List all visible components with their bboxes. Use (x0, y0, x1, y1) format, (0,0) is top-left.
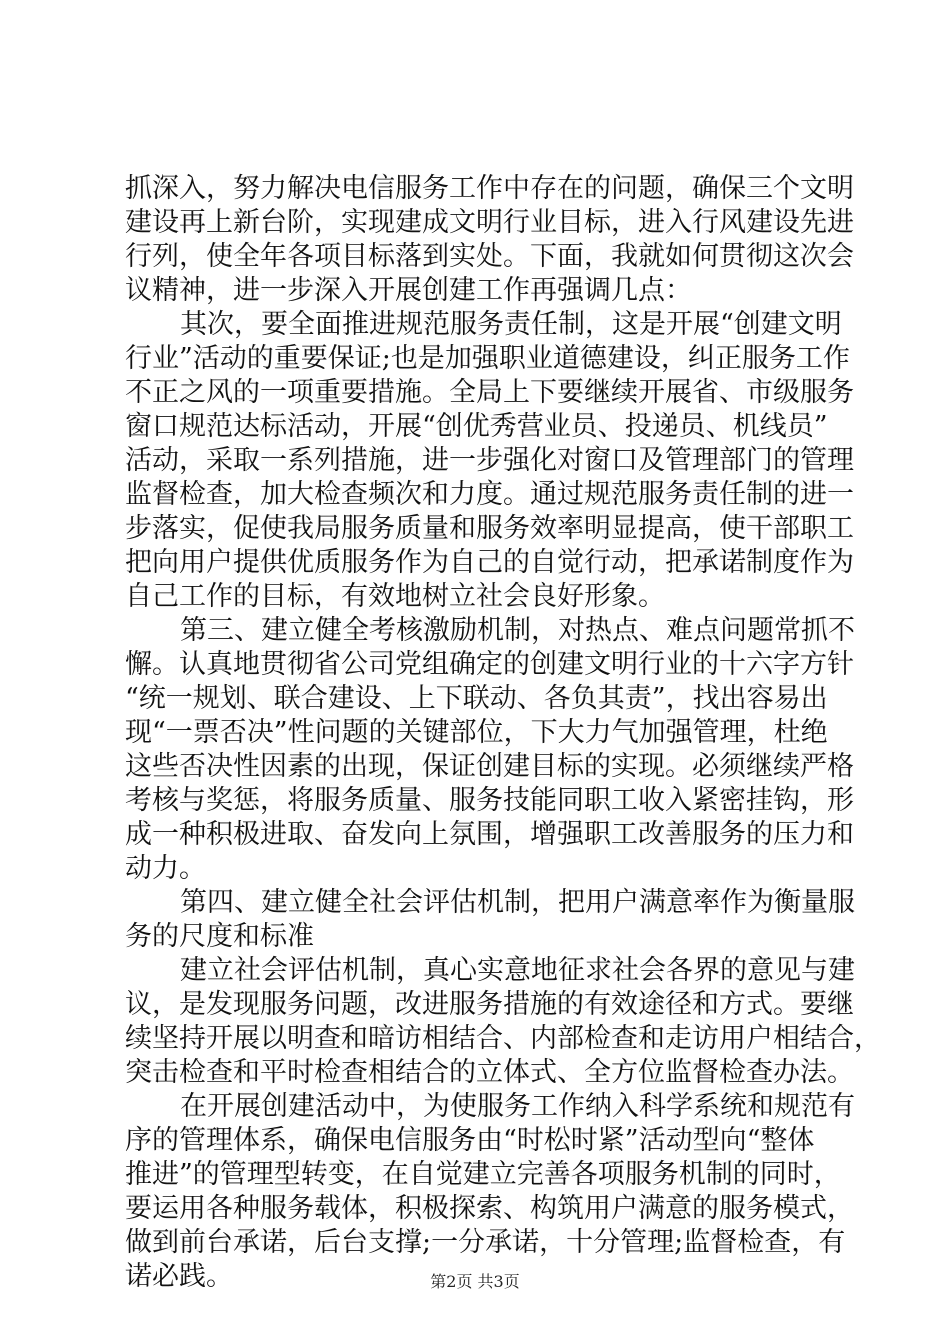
document-page: 抓深入，努力解决电信服务工作中存在的问题，确保三个文明 建设再上新台阶，实现建成文明行业目标，进入行风建设先进 行列，使全年各项目标落到实处。下面，我就如何贯彻这次会 议精神，进一步深入开展创建工作再强调几点： 其次，要全面推进规范服务责任制，这是开展“创建文明 行业”活动的重要保证;也是加强职业道德建设，纠正服务工作 不正之风的一项重要措施。全局上下要继续开展省、市级服务 窗口规范达标活动，开展“创优秀营业员、投递员、机线员” 活动，采取一系列措施，进一步强化对窗口及管理部门的管理 监督检查，加大检查频次和力度。通过规范服务责任制的进一 步落实，促使我局服务质量和服务效率明显提高，使干部职工 把向用户提供优质服务作为自己的自觉行动，把承诺制度作为 自己工作的目标，有效地树立社会良好形象。 第三、建立健全考核激励机制，对热点、难点问题常抓不 懈。认真地贯彻省公司党组确定的创建文明行业的十六字方针 “统一规划、联合建设、上下联动、各负其责”，找出容易出 现“一票否决”性问题的关键部位，下大力气加强管理，杜绝 这些否决性因素的出现，保证创建目标的实现。必须继续严格 考核与奖惩，将服务质量、服务技能同职工收入紧密挂钩，形 成一种积极进取、奋发向上氛围，增强职工改善服务的压力和 动力。 第四、建立健全社会评估机制，把用户满意率作为衡量服 务的尺度和标准 建立社会评估机制，真心实意地征求社会各界的意见与建 议，是发现服务问题，改进服务措施的有效途径和方式。要继 续坚持开展以明查和暗访相结合、内部检查和走访用户相结合， 突击检查和平时检查相结合的立体式、全方位监督检查办法。 在开展创建活动中，为使服务工作纳入科学系统和规范有 序的管理体系，确保电信服务由“时松时紧”活动型向“整体 推进”的管理型转变，在自觉建立完善各项服务机制的同时， 要运用各种服务载体，积极探索、构筑用户满意的服务模式， 做到前台承诺，后台支撑;一分承诺，十分管理;监督检查，有 诺必践。 第2页 共3页 (0, 0, 950, 1344)
page-number-footer: 第2页 共3页 (430, 1272, 520, 1291)
